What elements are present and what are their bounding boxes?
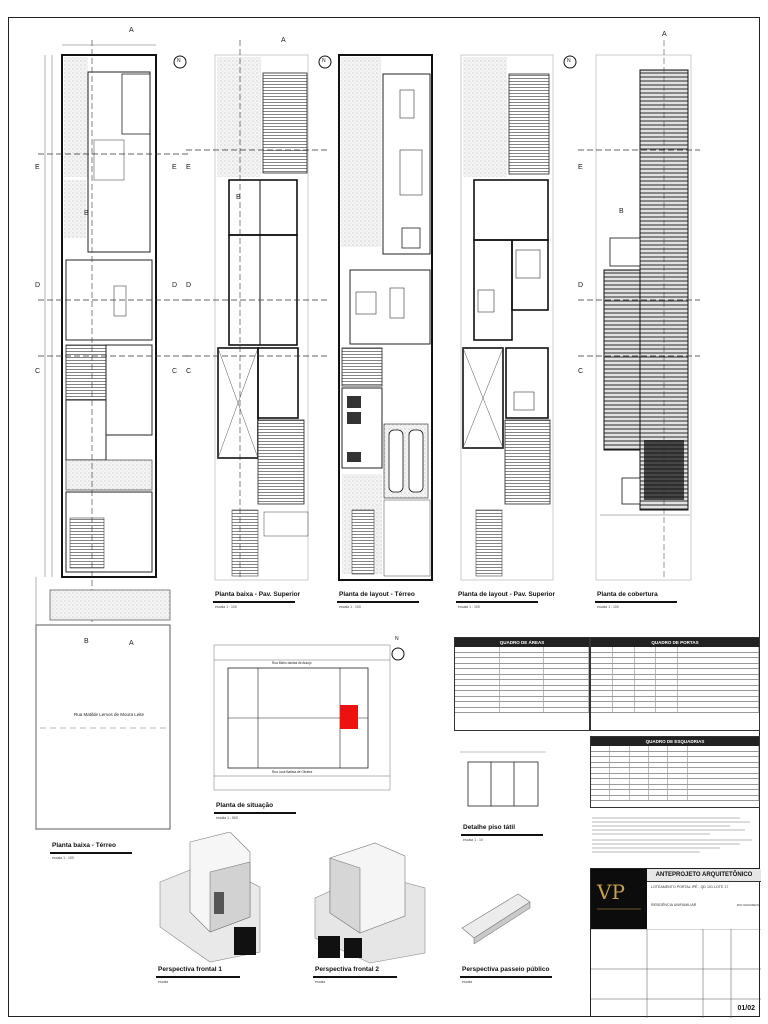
situation-title: Planta de situação <box>216 802 274 809</box>
piso-tatil-title: Detalhe piso tátil <box>463 824 516 831</box>
marker-a: A <box>129 27 134 34</box>
perspective-2-scale: escala <box>315 980 326 984</box>
situation-plan <box>214 645 390 790</box>
marker-d: D <box>172 282 178 289</box>
marker-a: A <box>281 37 286 44</box>
title-underline <box>461 834 543 836</box>
title-underline <box>456 601 538 603</box>
title-block-subtitle: LOTEAMENTO PORTAL IPÊ - QD 101 LOTE 17 <box>651 885 729 889</box>
title-underline <box>460 976 552 978</box>
marker-d: D <box>35 282 41 289</box>
marker-b: B <box>84 210 89 217</box>
north-arrow: N <box>177 58 181 64</box>
marker-a: A <box>662 31 667 38</box>
title-block-grid <box>591 929 761 1018</box>
title-underline <box>156 976 240 978</box>
marker-c: C <box>186 368 192 375</box>
firm-logo <box>591 869 647 929</box>
areas-table-title: QUADRO DE ÁREAS <box>455 638 589 647</box>
title-block-location: RIO GRANDE/S <box>737 903 759 907</box>
title-underline <box>313 976 397 978</box>
logo-mark-icon <box>591 869 647 929</box>
marker-c: C <box>578 368 584 375</box>
sheet-number: 01/02 <box>737 1005 755 1012</box>
perspective-1-title: Perspectiva frontal 1 <box>158 966 222 973</box>
doors-table <box>590 637 760 731</box>
title-underline <box>214 812 296 814</box>
tactile-floor-detail <box>460 752 546 806</box>
perspective-1-render <box>150 832 270 967</box>
areas-table <box>454 637 590 731</box>
title-block <box>590 868 760 1017</box>
windows-table-title: QUADRO DE ESQUADRIAS <box>591 737 759 746</box>
title-underline <box>337 601 419 603</box>
plan-layout-terreo-title: Planta de layout - Térreo <box>339 591 415 598</box>
plan-cobertura-title: Planta de cobertura <box>597 591 658 598</box>
marker-d: D <box>578 282 584 289</box>
north-arrow: N <box>322 58 326 64</box>
title-block-type: RESIDÊNCIA UNIFAMILIAR <box>651 903 697 907</box>
street-main: Rua Matilde Lemos de Moura Leite <box>74 712 145 717</box>
marker-b: B <box>236 194 241 201</box>
north-arrow: N <box>395 636 399 642</box>
svg-text:VP: VP <box>597 880 625 904</box>
marker-e: E <box>172 164 177 171</box>
windows-table <box>590 736 760 808</box>
plan-terreo-scale: escala 1 : 100 <box>52 856 74 860</box>
plan-layout-superior-title: Planta de layout - Pav. Superior <box>458 591 556 598</box>
notes-block <box>590 812 760 866</box>
marker-a: A <box>129 640 134 647</box>
perspective-3-scale: escala <box>462 980 473 984</box>
plan-terreo-title: Planta baixa - Térreo <box>52 842 116 849</box>
title-underline <box>50 852 132 854</box>
plan-pav-superior-title: Planta baixa - Pav. Superior <box>215 591 301 598</box>
doors-table-title: QUADRO DE PORTAS <box>591 638 759 647</box>
plan-layout-pav-superior <box>461 55 553 580</box>
marker-e: E <box>35 164 40 171</box>
north-arrow: N <box>567 58 571 64</box>
perspective-3-render <box>458 880 538 950</box>
perspective-1-scale: escala <box>158 980 169 984</box>
marker-e: E <box>186 164 191 171</box>
plan-pav-superior-scale: escala 1 : 100 <box>215 605 237 609</box>
marker-b: B <box>619 208 624 215</box>
plan-pav-superior <box>186 40 330 580</box>
perspective-3-title: Perspectiva passeio público <box>462 966 550 973</box>
marker-d: D <box>186 282 192 289</box>
marker-c: C <box>172 368 178 375</box>
perspective-2-render <box>310 838 430 966</box>
marker-b: B <box>84 638 89 645</box>
plan-layout-superior-scale: escala 1 : 100 <box>458 605 480 609</box>
marker-e: E <box>578 164 583 171</box>
plan-cobertura-scale: escala 1 : 100 <box>597 605 619 609</box>
plan-layout-terreo-scale: escala 1 : 100 <box>339 605 361 609</box>
street-top: Rua Mário dantas de Araújo <box>272 661 312 665</box>
marker-c: C <box>35 368 41 375</box>
plan-cobertura <box>578 40 700 580</box>
situation-scale: escala 1 : 500 <box>216 816 238 820</box>
piso-tatil-scale: escala 1 : 10 <box>463 838 483 842</box>
perspective-2-title: Perspectiva frontal 2 <box>315 966 379 973</box>
title-block-heading: ANTEPROJETO ARQUITETÔNICO <box>647 869 761 882</box>
title-underline <box>595 601 677 603</box>
street-bottom: Rua José Batista de Oliveira <box>272 770 313 774</box>
plan-layout-terreo <box>339 55 432 580</box>
title-underline <box>213 601 295 603</box>
